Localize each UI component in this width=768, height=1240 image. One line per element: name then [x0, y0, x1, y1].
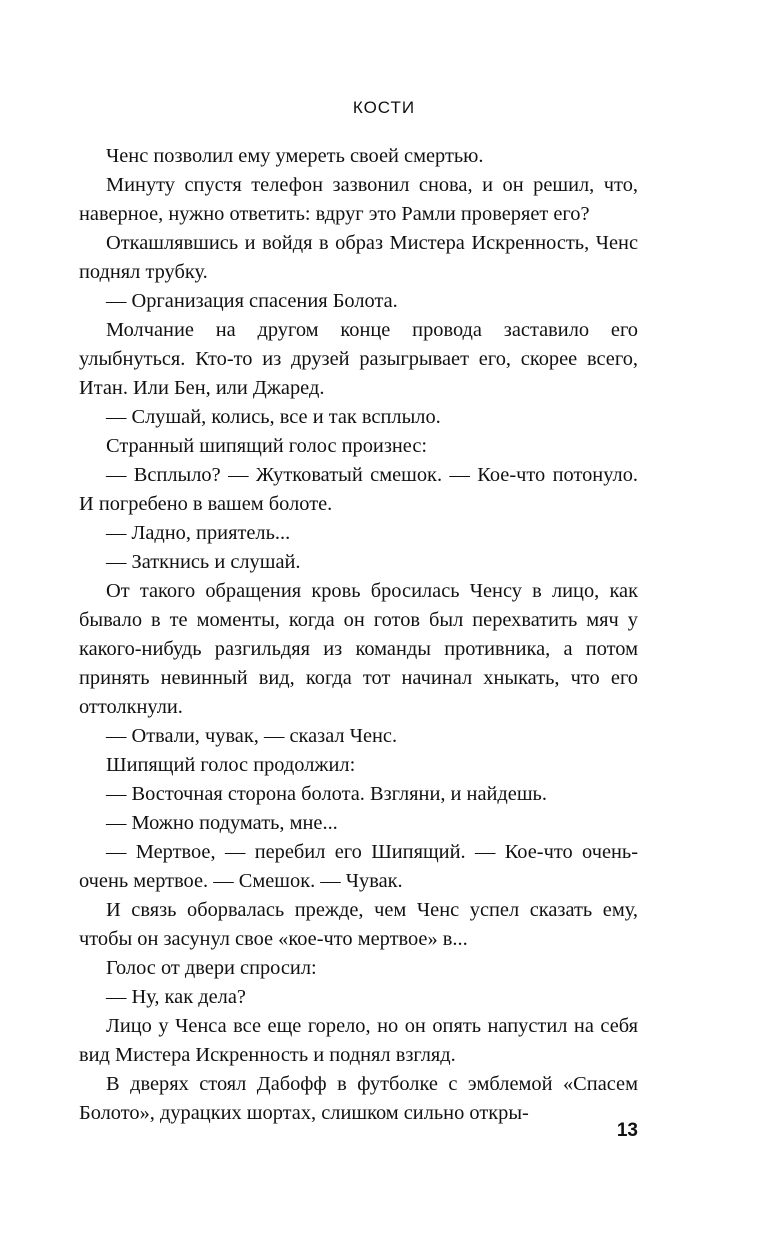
paragraph: — Отвали, чувак, — сказал Ченс. — [106, 725, 398, 747]
paragraph: — Заткнись и слушай. — [106, 551, 301, 573]
page-number: 13 — [616, 1120, 638, 1141]
paragraph: В дверях стоял Дабофф в футболке с эмблемой «Спасем Болото», дурацких шортах, слишком сильно откры- — [79, 1073, 638, 1124]
paragraph: — Всплыло? — Жутковатый смешок. — Кое-что потонуло. И погребено в вашем болоте. — [79, 464, 638, 515]
paragraph: — Мертвое, — перебил его Шипящий. — Кое-что очень-очень мертвое. — Смешок. — Чувак. — [79, 841, 638, 892]
paragraph: И связь оборвалась прежде, чем Ченс успел сказать ему, чтобы он засунул свое «кое-что мертвое» в... — [79, 899, 638, 950]
running-title: КОСТИ — [352, 98, 416, 117]
paragraph: — Организация спасения Болота. — [106, 290, 398, 312]
paragraph: — Ну, как дела? — [106, 986, 246, 1008]
paragraph: Откашлявшись и войдя в образ Мистера Искренность, Ченс поднял трубку. — [79, 232, 638, 283]
paragraph: — Слушай, колись, все и так всплыло. — [106, 406, 441, 428]
paragraph: — Ладно, приятель... — [106, 522, 291, 544]
paragraph: Ченс позволил ему умереть своей смертью. — [106, 145, 484, 167]
paragraph: Молчание на другом конце провода заставило его улыбнуться. Кто-то из друзей разыгрывает его, скорее всего, Итан. Или Бен, или Джаред. — [79, 319, 638, 399]
paragraph: — Восточная сторона болота. Взгляни, и найдешь. — [106, 783, 547, 805]
body-text — [79, 142, 638, 1128]
paragraph: Минуту спустя телефон зазвонил снова, и он решил, что, наверное, нужно ответить: вдруг это Рамли проверяет его? — [79, 174, 638, 225]
paragraph: Голос от двери спросил: — [106, 957, 317, 979]
paragraph: Лицо у Ченса все еще горело, но он опять напустил на себя вид Мистера Искренность и поднял взгляд. — [79, 1015, 638, 1066]
paragraph: Шипящий голос продолжил: — [106, 754, 356, 776]
paragraph: От такого обращения кровь бросилась Ченсу в лицо, как бывало в те моменты, когда он готов был перехватить мяч у какого-нибудь разгильдяя из команды противника, а потом принять невинный вид, когда тот начинал хныкать, что его оттолкнули. — [79, 580, 638, 718]
paragraph: Странный шипящий голос произнес: — [106, 435, 428, 457]
paragraph: — Можно подумать, мне... — [106, 812, 338, 834]
